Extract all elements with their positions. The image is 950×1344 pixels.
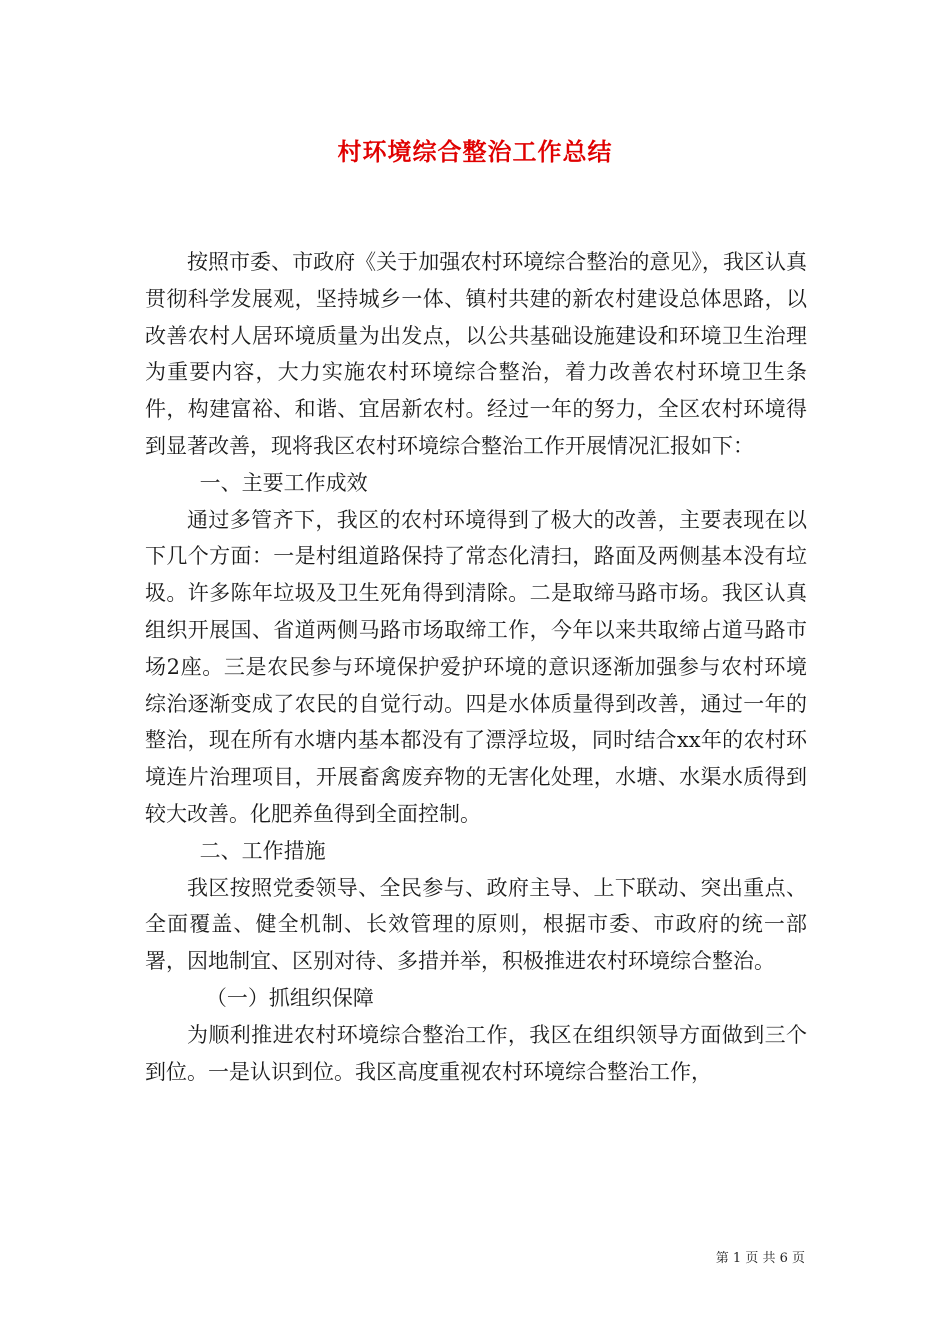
section-heading-achievements: 一、主要工作成效 <box>199 470 368 495</box>
achievements-paragraph: 通过多管齐下，我区的农村环境得到了极大的改善，主要表现在以下几个方面：一是村组道路保持了常态化清扫，路面及两侧基本没有垃圾。许多陈年垃圾及卫生死角得到清除。二是取缔马路市场。我区认真组织开展国、省道两侧马路市场取缔工作，今年以来共取缔占道马路市场2座。三是农民参与环境保护爱护环境的意识逐渐加强参与农村环境综治逐渐变成了农民的自觉行动。四是水体质量得到改善，通过一年的整治，现在所有水塘内基本都没有了漂浮垃圾，同时结合xx年的农村环境连片治理项目，开展畜禽废弃物的无害化处理，水塘、水渠水质得到较大改善。化肥养鱼得到全面控制。 <box>145 507 807 826</box>
measures-paragraph: 我区按照党委领导、全民参与、政府主导、上下联动、突出重点、全面覆盖、健全机制、长效管理的原则，根据市委、市政府的统一部署，因地制宜、区别对待、多措并举，积极推进农村环境综合整治。 <box>145 875 807 974</box>
document-title: 村环境综合整治工作总结 <box>337 137 613 166</box>
section-heading-measures: 二、工作措施 <box>199 838 326 863</box>
intro-paragraph: 按照市委、市政府《关于加强农村环境综合整治的意见》，我区认真贯彻科学发展观，坚持城乡一体、镇村共建的新农村建设总体思路，以改善农村人居环境质量为出发点，以公共基础设施建设和环境卫生治理为重要内容，大力实施农村环境综合整治，着力改善农村环境卫生条件，构建富裕、和谐、宜居新农村。经过一年的努力，全区农村环境得到显著改善，现将我区农村环境综合整治工作开展情况汇报如下： <box>145 250 807 458</box>
subsection-heading-organization: （一）抓组织保障 <box>205 985 374 1010</box>
document-body <box>145 244 807 1090</box>
organization-paragraph: 为顺利推进农村环境综合整治工作，我区在组织领导方面做到三个到位。一是认识到位。我区高度重视农村环境综合整治工作， <box>145 1022 807 1084</box>
page-number-footer: 第 1 页 共 6 页 <box>715 1251 805 1266</box>
